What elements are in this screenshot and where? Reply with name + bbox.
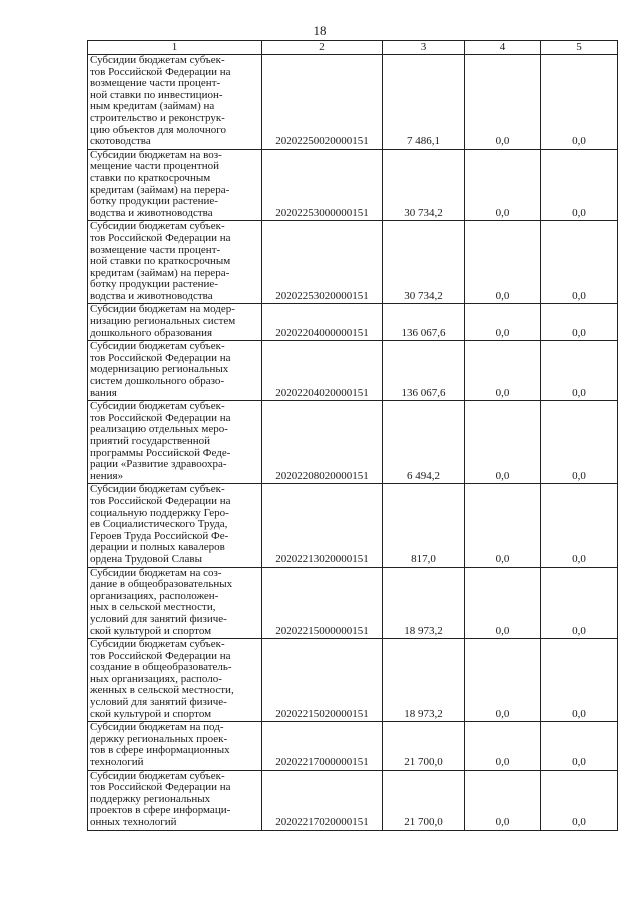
column-header-5: 5	[541, 41, 618, 55]
row-code: 20202208020000151	[262, 401, 383, 484]
row-amount: 30 734,2	[383, 221, 465, 304]
row-col5: 0,0	[541, 341, 618, 401]
row-code: 20202250020000151	[262, 55, 383, 150]
table-row	[88, 55, 618, 150]
column-header-4: 4	[465, 41, 541, 55]
page-number: 18	[313, 23, 327, 38]
table-row	[88, 401, 618, 484]
row-code: 20202217020000151	[262, 770, 383, 830]
row-col5: 0,0	[541, 722, 618, 770]
row-name: Субсидии бюджетам на соз- дание в общеобразовательных организациях, расположен- ных в сельской местности, условий для занятий физиче- ской культурой и спортом	[88, 567, 262, 639]
column-header-2: 2	[262, 41, 383, 55]
table-row	[88, 722, 618, 770]
row-col4: 0,0	[465, 401, 541, 484]
row-name: Субсидии бюджетам субъек- тов Российской Федерации на создание в общеобразователь- ных организациях, располо- женных в сельской местности, условий для занятий физиче- ской культурой и спортом	[88, 639, 262, 722]
row-col5: 0,0	[541, 484, 618, 567]
row-name: Субсидии бюджетам субъек- тов Российской Федерации на реализацию отдельных меро- приятий государственной программы Российской Феде- рации «Развитие здравоохра- нения»	[88, 401, 262, 484]
row-col4: 0,0	[465, 221, 541, 304]
row-col5: 0,0	[541, 55, 618, 150]
table-row	[88, 221, 618, 304]
row-col4: 0,0	[465, 639, 541, 722]
column-header-1: 1	[88, 41, 262, 55]
table-row	[88, 770, 618, 830]
row-amount: 21 700,0	[383, 770, 465, 830]
row-code: 20202217000000151	[262, 722, 383, 770]
table-row	[88, 567, 618, 639]
table-row	[88, 484, 618, 567]
header-row	[88, 41, 618, 55]
row-col4: 0,0	[465, 770, 541, 830]
row-col5: 0,0	[541, 567, 618, 639]
row-col4: 0,0	[465, 341, 541, 401]
row-amount: 6 494,2	[383, 401, 465, 484]
row-code: 20202213020000151	[262, 484, 383, 567]
table-body	[88, 55, 618, 831]
row-col4: 0,0	[465, 304, 541, 341]
table-row	[88, 149, 618, 221]
row-amount: 18 973,2	[383, 639, 465, 722]
row-col5: 0,0	[541, 221, 618, 304]
row-amount: 21 700,0	[383, 722, 465, 770]
row-col4: 0,0	[465, 484, 541, 567]
row-name: Субсидии бюджетам на модер- низацию региональных систем дошкольного образования	[88, 304, 262, 341]
row-name: Субсидии бюджетам субъек- тов Российской Федерации на возмещение части процент- ной ставки по краткосрочным кредитам (займам) на перера- ботку продукции растение- водства и животноводства	[88, 221, 262, 304]
table-row	[88, 304, 618, 341]
row-col5: 0,0	[541, 401, 618, 484]
row-name: Субсидии бюджетам на под- держку региональных проек- тов в сфере информационных технологий	[88, 722, 262, 770]
row-code: 20202215000000151	[262, 567, 383, 639]
row-amount: 817,0	[383, 484, 465, 567]
table-row	[88, 341, 618, 401]
row-col5: 0,0	[541, 304, 618, 341]
budget-table	[87, 40, 618, 831]
row-amount: 18 973,2	[383, 567, 465, 639]
table-row	[88, 639, 618, 722]
row-col5: 0,0	[541, 639, 618, 722]
row-amount: 136 067,6	[383, 341, 465, 401]
row-code: 20202204000000151	[262, 304, 383, 341]
row-name: Субсидии бюджетам субъек- тов Российской Федерации на модернизацию региональных систем дошкольного образо- вания	[88, 341, 262, 401]
row-name: Субсидии бюджетам субъек- тов Российской Федерации на возмещение части процент- ной ставки по инвестицион- ным кредитам (займам) на строительство и реконструк- цию объектов для молочного скотоводства	[88, 55, 262, 150]
row-code: 20202215020000151	[262, 639, 383, 722]
row-code: 20202253020000151	[262, 221, 383, 304]
column-header-3: 3	[383, 41, 465, 55]
row-col5: 0,0	[541, 149, 618, 221]
row-name: Субсидии бюджетам на воз- мещение части процентной ставки по краткосрочным кредитам (займам) на перера- ботку продукции растение- водства и животноводства	[88, 149, 262, 221]
row-name: Субсидии бюджетам субъек- тов Российской Федерации на поддержку региональных проектов в сфере информаци- онных технологий	[88, 770, 262, 830]
row-amount: 7 486,1	[383, 55, 465, 150]
row-col4: 0,0	[465, 567, 541, 639]
row-col4: 0,0	[465, 149, 541, 221]
row-col4: 0,0	[465, 722, 541, 770]
row-col4: 0,0	[465, 55, 541, 150]
row-col5: 0,0	[541, 770, 618, 830]
row-code: 20202204020000151	[262, 341, 383, 401]
row-amount: 30 734,2	[383, 149, 465, 221]
row-name: Субсидии бюджетам субъек- тов Российской Федерации на социальную поддержку Геро- ев Социалистического Труда, Героев Труда Российской Фе- дерации и полных кавалеров ордена Трудовой Славы	[88, 484, 262, 567]
row-code: 20202253000000151	[262, 149, 383, 221]
row-amount: 136 067,6	[383, 304, 465, 341]
